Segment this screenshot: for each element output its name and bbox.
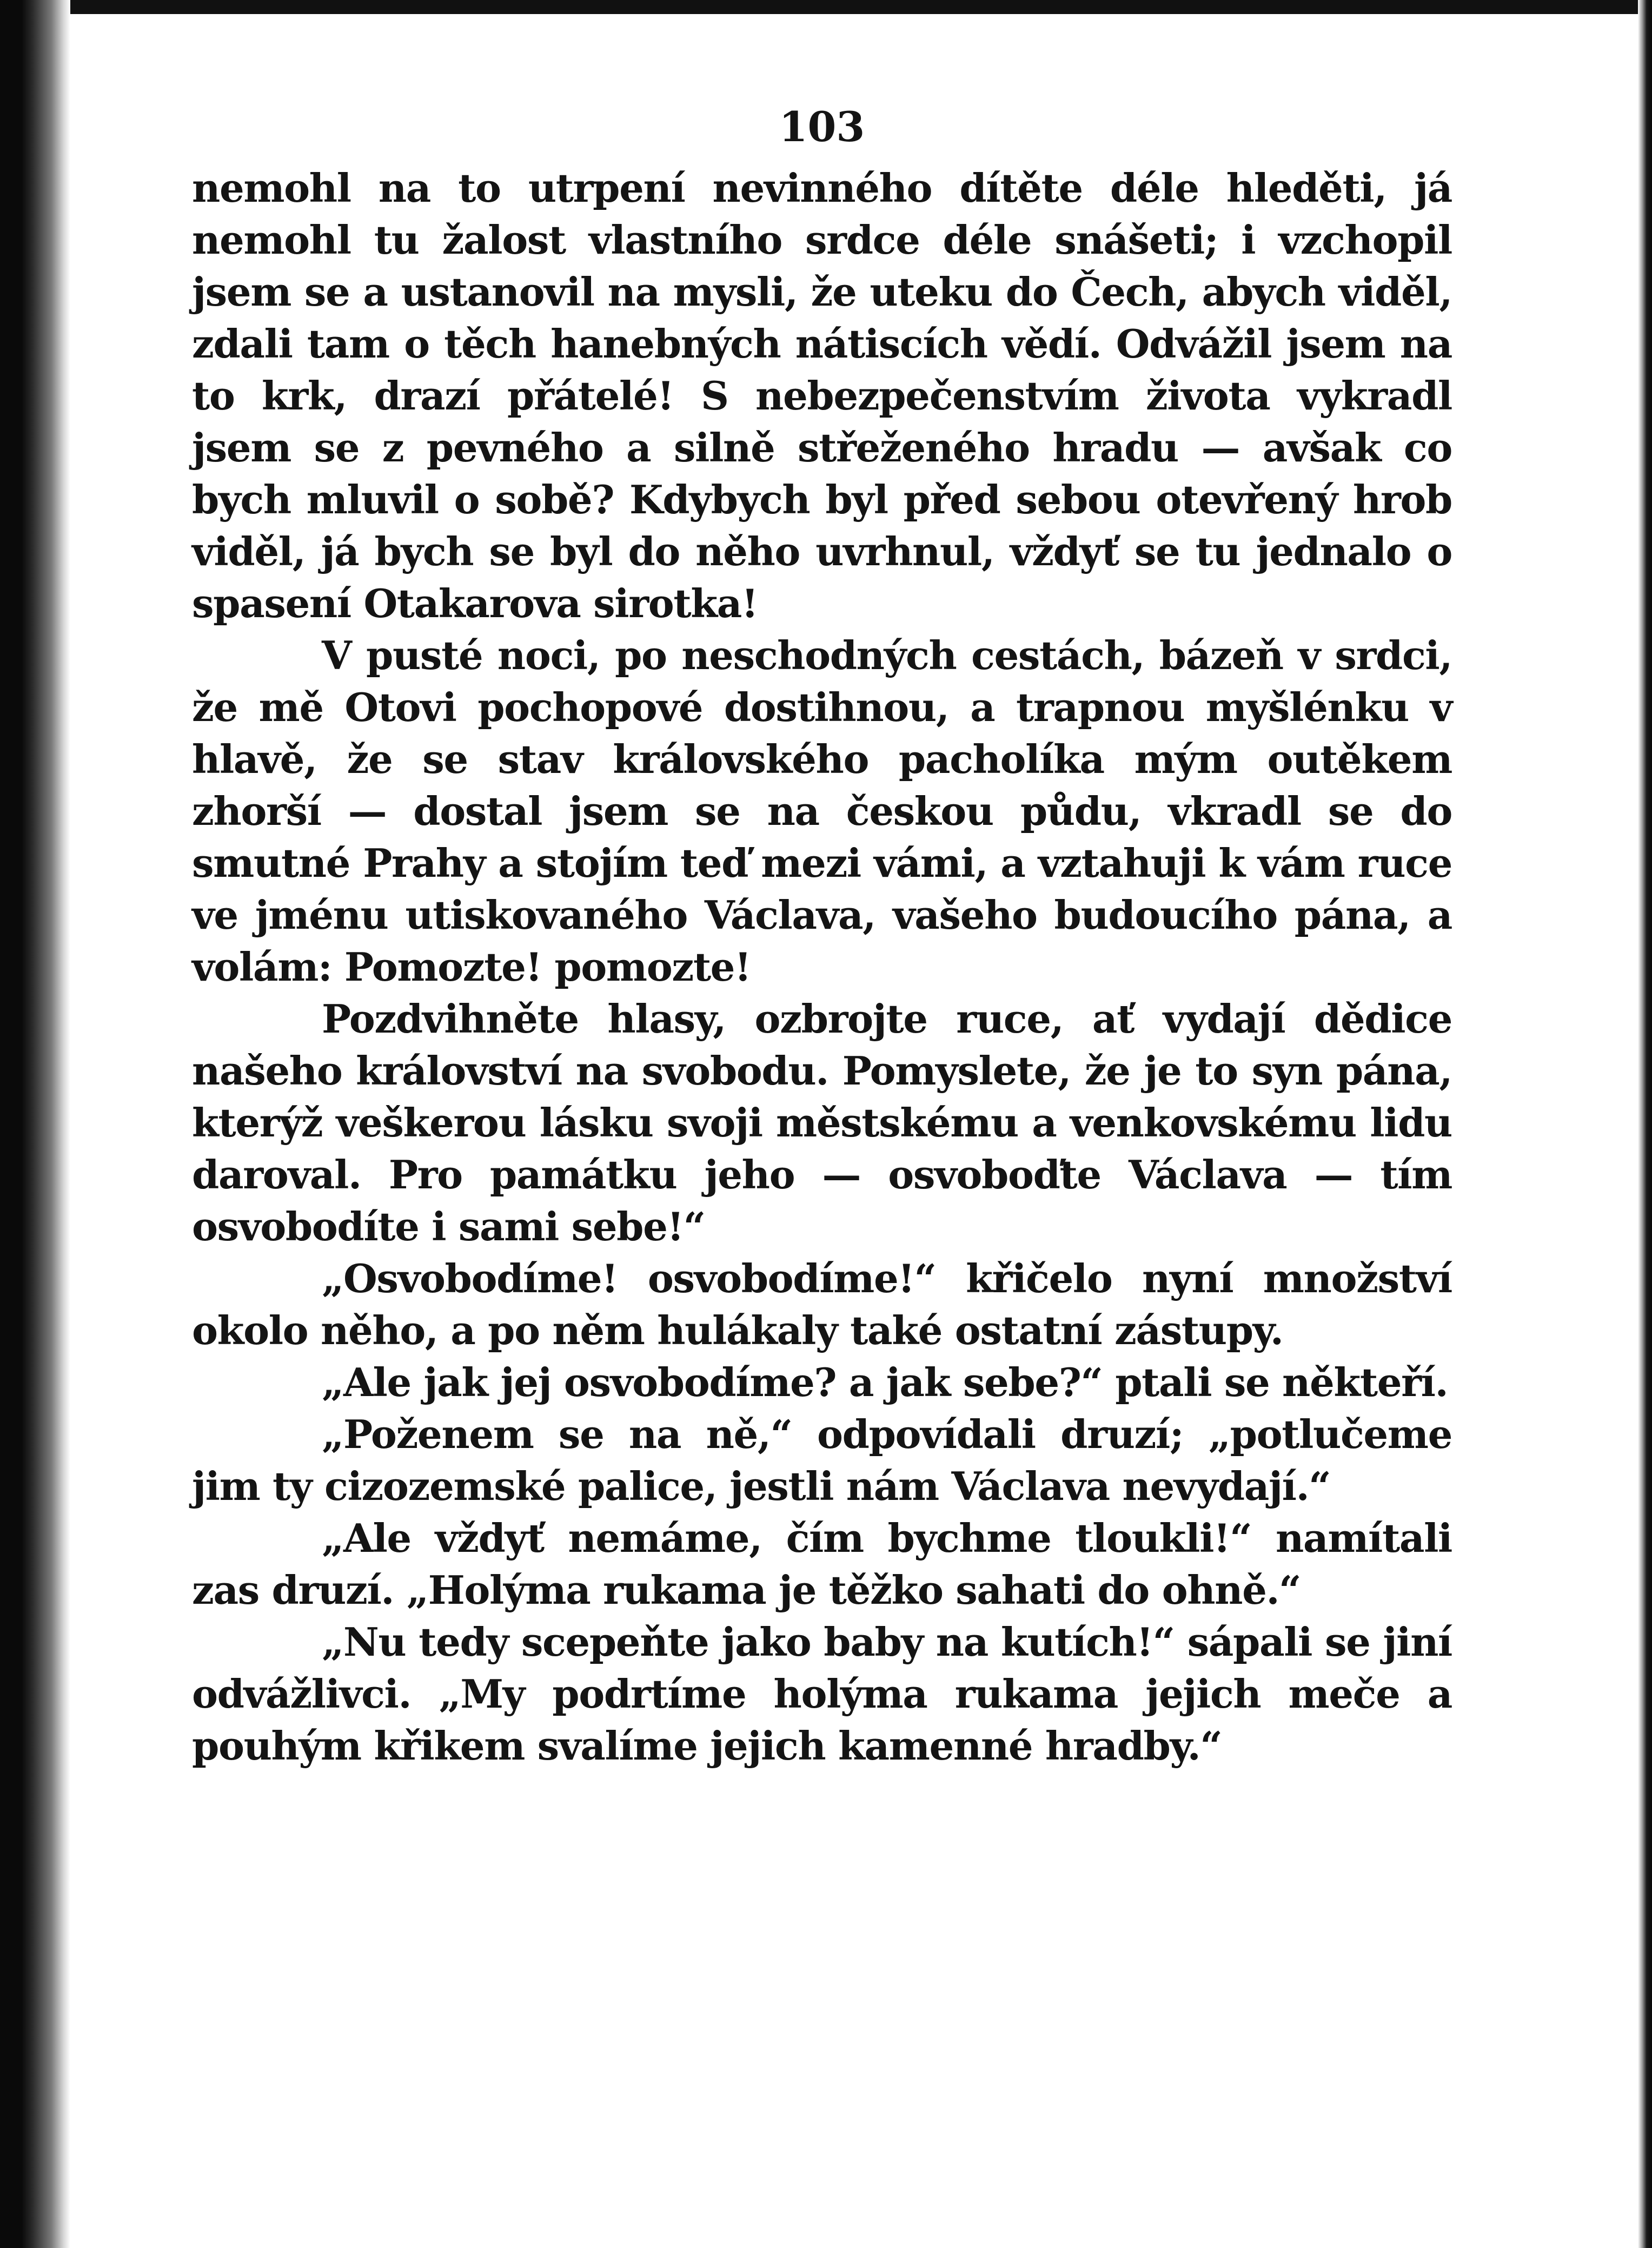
paragraph-4: „Osvobodíme! osvobodíme!“ křičelo nyní množství okolo něho, a po něm hulákaly také ostatní zástupy. [192,1255,1452,1353]
scan-border-right [1638,0,1652,2248]
paragraph-5: „Ale jak jej osvobodíme? a jak sebe?“ ptali se někteří. [322,1359,1448,1405]
paragraph-6: „Poženem se na ně,“ odpovídali druzí; „potlučeme jim ty cizozemské palice, jestli nám Václava nevydají.“ [192,1411,1452,1509]
paragraph-1: nemohl na to utrpení nevinného dítěte déle hleděti, já nemohl tu žalost vlastního srdce déle snášeti; i vzchopil jsem se a ustanovil na mysli, že uteku do Čech, abych viděl, zdali tam o těch hanebných nátiscích vědí. Odvážil jsem na to krk, drazí přátelé! S nebezpečenstvím života vykradl jsem se z pevného a silně střeženého hradu — avšak co bych mluvil o sobě? Kdybych byl před sebou otevřený hrob viděl, já bych se byl do něho uvrhnul, vždyť se tu jednalo o spasení Otakarova sirotka! [192,165,1452,626]
book-page [192,103,1452,1772]
paragraph-7: „Ale vždyť nemáme, čím bychme tloukli!“ namítali zas druzí. „Holýma rukama je těžko sahati do ohně.“ [192,1515,1452,1613]
scan-border-top [0,0,1652,14]
paragraph-8: „Nu tedy scepeňte jako baby na kutích!“ sápali se jiní odvážlivci. „My podrtíme holýma rukama jejich meče a pouhým křikem svalíme jejich kamenné hradby.“ [192,1619,1452,1769]
paragraph-3: Pozdvihněte hlasy, ozbrojte ruce, ať vydají dědice našeho království na svobodu. Pomyslete, že je to syn pána, kterýž veškerou lásku svoji městskému a venkovskému lidu daroval. Pro památku jeho — osvoboďte Václava — tím osvobodíte i sami sebe!“ [192,996,1452,1249]
page-number: 103 [779,103,865,151]
paragraph-2: V pusté noci, po neschodných cestách, bázeň v srdci, že mě Otovi pochopové dostihnou, a trapnou myšlénku v hlavě, že se stav královského pacholíka mým outěkem zhorší — dostal jsem se na českou půdu, vkradl se do smutné Prahy a stojím teď mezi vámi, a vztahuji k vám ruce ve jménu utiskovaného Václava, vašeho budoucího pána, a volám: Pomozte! pomozte! [192,632,1452,990]
scan-border-left [0,0,70,2248]
